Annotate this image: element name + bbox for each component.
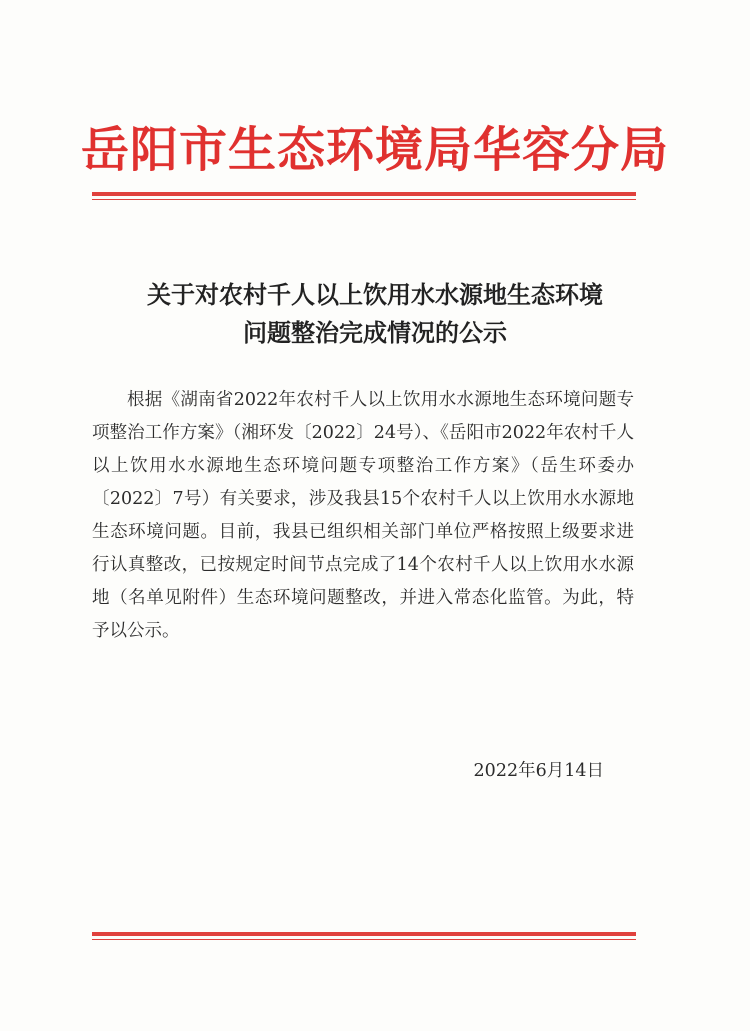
notice-body: 根据《湖南省2022年农村千人以上饮用水水源地生态环境问题专项整治工作方案》（湘环发〔2022〕24号）、《岳阳市2022年农村千人以上饮用水水源地生态环境问题专项整治工作方案》（岳生环委办〔2022〕7号）有关要求，涉及我县15个农村千人以上饮用水水源地生态环境问题。目前，我县已组织相关部门单位严格按照上级要求进行认真整改，已按规定时间节点完成了14个农村千人以上饮用水水源地（名单见附件）生态环境问题整改，并进入常态化监管。为此，特予以公示。 <box>92 390 634 641</box>
header-divider-thin <box>92 199 636 200</box>
notice-date: 2022年6月14日 <box>473 761 604 781</box>
header-divider-thick <box>92 192 636 196</box>
notice-title <box>60 276 690 352</box>
notice-title-line-2: 问题整治完成情况的公示 <box>243 319 507 347</box>
organization-header: 岳阳市生态环境局华容分局 <box>80 122 669 178</box>
footer-divider-thin <box>92 939 636 940</box>
notice-title-line-1: 关于对农村千人以上饮用水水源地生态环境 <box>147 281 603 309</box>
header-divider <box>92 192 636 200</box>
footer-divider <box>92 932 636 940</box>
footer-divider-thick <box>92 932 636 936</box>
